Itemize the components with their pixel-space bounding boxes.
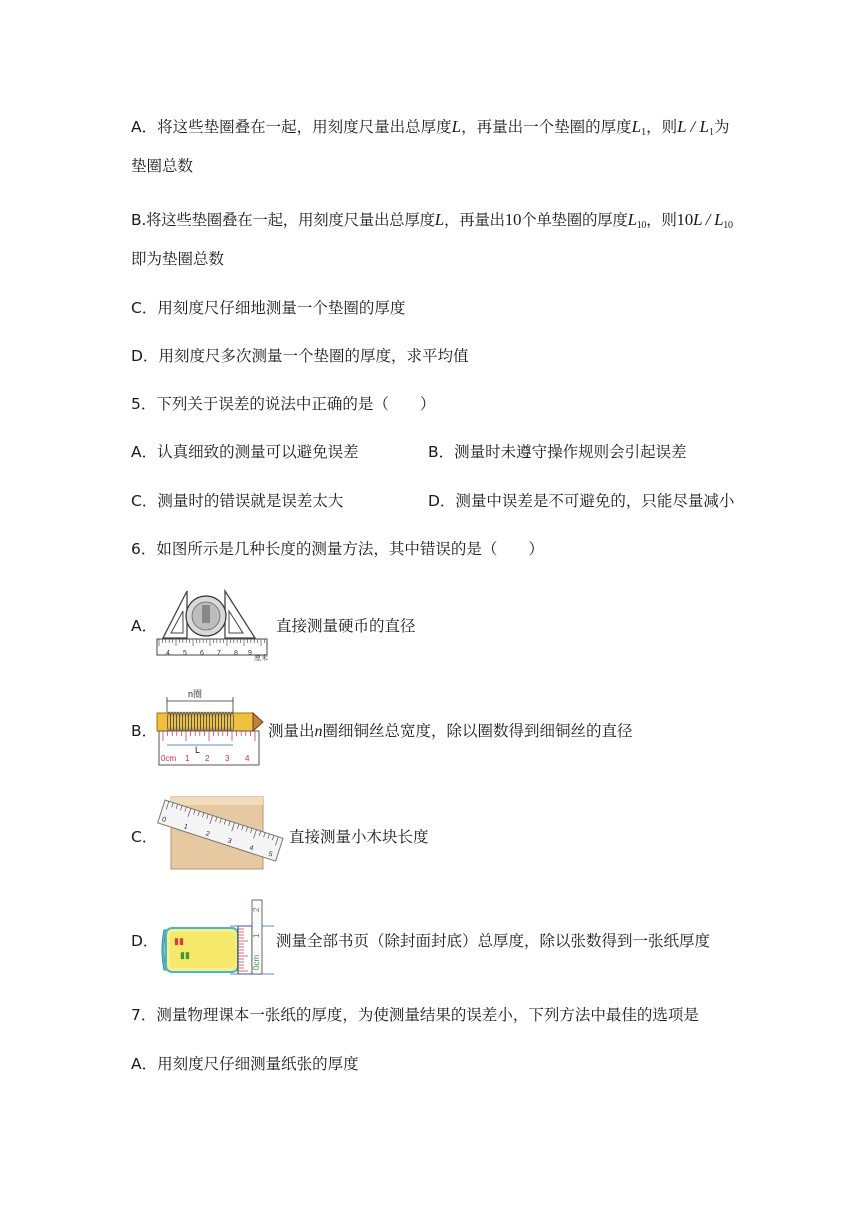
- coin-ruler-tick-label: 5: [183, 650, 187, 657]
- q6-option-b-label: B．: [131, 722, 158, 740]
- q6-option-c-label: C．: [131, 828, 158, 846]
- q7-stem: 7．测量物理课本一张纸的厚度，为使测量结果的误差小，下列方法中最佳的选项是: [131, 1006, 699, 1024]
- q4-option-d: D．用刻度尺多次测量一个垫圈的厚度，求平均值: [131, 347, 469, 365]
- coil-ruler-tick-label: 0cm: [161, 754, 177, 763]
- coin-measurement-figure: [155, 583, 275, 663]
- coin-ruler-tick-label: 6: [200, 650, 204, 657]
- block-measurement-figure: [155, 795, 287, 875]
- q6-option-c-text: 直接测量小木块长度: [289, 828, 429, 846]
- coil-ruler-L: L: [195, 745, 201, 755]
- coin-ruler-tick-label: 8: [234, 650, 238, 657]
- block-ruler-tick-label: 3: [226, 837, 233, 846]
- q5-option-c: C．测量时的错误就是误差太大: [131, 492, 344, 510]
- q4-option-b-line2: 即为垫圈总数: [131, 250, 225, 268]
- coin-ruler-tick-label: 9: [248, 650, 252, 657]
- coil-measurement-figure: [155, 685, 265, 770]
- block-ruler-tick-label: 0: [160, 816, 167, 825]
- q6-option-a-label: A．: [131, 617, 158, 635]
- q7-option-a: A．用刻度尺仔细测量纸张的厚度: [131, 1055, 359, 1073]
- block-ruler-tick-label: 2: [204, 830, 211, 839]
- coil-ruler-tick-label: 2: [205, 754, 210, 763]
- coin-ruler-unit: 厘米: [254, 655, 268, 662]
- q6-stem: 6．如图所示是几种长度的测量方法，其中错误的是（ ）: [131, 540, 544, 558]
- coil-ruler-tick-label: 4: [245, 754, 250, 763]
- block-ruler-tick-label: 4: [248, 844, 255, 853]
- book-measurement-figure: [158, 896, 274, 978]
- q4-option-b-line1: B.将这些垫圈叠在一起，用刻度尺量出总厚度L，再量出10个单垫圈的厚度$L_{10}$，则$10L / L_{10}$: [131, 210, 733, 231]
- coin-ruler-tick-label: 4: [166, 650, 170, 657]
- coil-ruler-tick-label: 3: [225, 754, 230, 763]
- q5-option-d: D．测量中误差是不可避免的，只能尽量减小: [428, 492, 735, 510]
- book-cover-mark: ▮▮: [180, 950, 190, 960]
- book-cover-mark: ▮▮: [174, 936, 184, 946]
- q6-option-d-label: D．: [131, 932, 159, 950]
- book-ruler-tick-label: 0cm: [252, 954, 261, 970]
- q6-option-d-text: 测量全部书页（除封面封底）总厚度，除以张数得到一张纸厚度: [276, 932, 711, 950]
- q6-option-a-text: 直接测量硬币的直径: [276, 617, 416, 635]
- block-ruler-tick-label: 5: [267, 850, 274, 859]
- q5-option-b: B．测量时未遵守操作规则会引起误差: [428, 443, 687, 461]
- q6-option-b-text: 测量出n圈细铜丝总宽度，除以圈数得到细铜丝的直径: [268, 722, 633, 740]
- coil-ruler-tick-label: 1: [185, 754, 190, 763]
- coil-label: n圈: [188, 689, 203, 699]
- q4-option-a-line2: 垫圈总数: [131, 157, 194, 175]
- book-ruler-tick-label: 2: [252, 907, 261, 912]
- q4-option-c: C．用刻度尺仔细地测量一个垫圈的厚度: [131, 299, 406, 317]
- q5-stem: 5．下列关于误差的说法中正确的是（ ）: [131, 395, 436, 413]
- q5-option-a: A．认真细致的测量可以避免误差: [131, 443, 359, 461]
- book-ruler-tick-label: 1: [252, 933, 261, 938]
- q4-option-a-line1: A．将这些垫圈叠在一起，用刻度尺量出总厚度L，再量出一个垫圈的厚度$L_1$，则L / $L_1$为: [131, 117, 730, 138]
- coin-ruler-tick-label: 7: [217, 650, 221, 657]
- block-ruler-tick-label: 1: [182, 823, 189, 832]
